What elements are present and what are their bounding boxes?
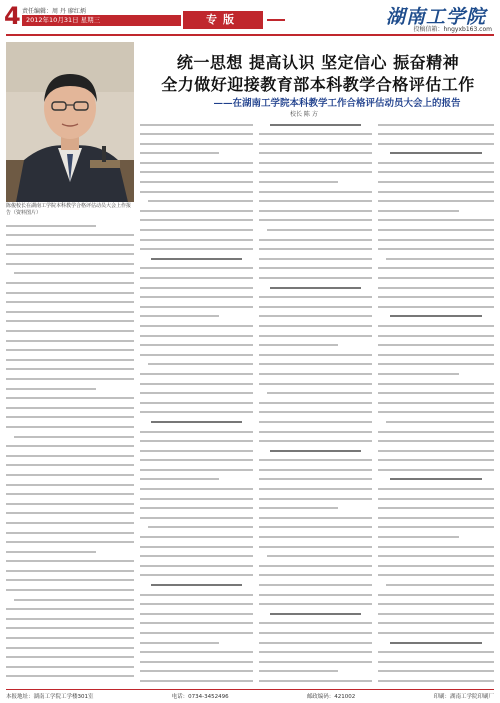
- text-line: [378, 469, 494, 476]
- text-line: [378, 459, 494, 466]
- text-line: [140, 622, 253, 629]
- text-line: [140, 200, 253, 207]
- text-line: [378, 526, 494, 533]
- text-line: [259, 478, 372, 485]
- text-line: [259, 315, 372, 322]
- text-line: [140, 277, 253, 284]
- text-line: [140, 315, 253, 322]
- text-line: [378, 239, 494, 246]
- text-line: [378, 191, 494, 198]
- text-line: [259, 411, 372, 418]
- text-line: [259, 258, 372, 265]
- text-line: [140, 440, 253, 447]
- text-line: [140, 642, 253, 649]
- text-line: [378, 565, 494, 572]
- text-line: [140, 632, 253, 639]
- text-line: [378, 478, 494, 485]
- text-line: [6, 579, 134, 586]
- text-line: [378, 258, 494, 265]
- text-line: [259, 507, 372, 514]
- body-column-right: [378, 121, 494, 684]
- text-line: [6, 330, 134, 337]
- text-line: [378, 411, 494, 418]
- text-line: [140, 613, 253, 620]
- text-line: [259, 124, 372, 131]
- text-line: [378, 651, 494, 658]
- text-line: [378, 354, 494, 361]
- text-line: [6, 512, 134, 519]
- text-line: [140, 335, 253, 342]
- text-line: [259, 603, 372, 610]
- text-line: [6, 551, 134, 558]
- text-line: [378, 555, 494, 562]
- text-line: [259, 287, 372, 294]
- date-bar: 2012年10月31日 星期三: [22, 15, 181, 26]
- text-line: [6, 416, 134, 423]
- text-line: [259, 584, 372, 591]
- text-line: [6, 570, 134, 577]
- text-line: [378, 670, 494, 677]
- text-line: [6, 464, 134, 471]
- text-line: [140, 133, 253, 140]
- text-line: [6, 560, 134, 567]
- text-line: [6, 292, 134, 299]
- text-line: [259, 162, 372, 169]
- text-line: [259, 450, 372, 457]
- editors-line: 责任编辑：周 丹 廖红炳: [22, 8, 86, 15]
- text-line: [259, 546, 372, 553]
- body-column-3: [259, 121, 372, 684]
- text-line: [378, 171, 494, 178]
- contact-email: 投稿信箱：hngyxb163.com: [413, 26, 492, 33]
- text-line: [140, 143, 253, 150]
- text-line: [6, 301, 134, 308]
- text-line: [378, 325, 494, 332]
- text-line: [378, 574, 494, 581]
- text-line: [378, 383, 494, 390]
- text-line: [378, 296, 494, 303]
- text-line: [6, 608, 134, 615]
- text-line: [140, 229, 253, 236]
- text-line: [259, 459, 372, 466]
- text-line: [140, 210, 253, 217]
- text-line: [140, 239, 253, 246]
- text-line: [140, 661, 253, 668]
- text-line: [259, 642, 372, 649]
- text-line: [259, 267, 372, 274]
- text-line: [259, 392, 372, 399]
- text-line: [378, 392, 494, 399]
- text-line: [140, 546, 253, 553]
- article-byline: 校长 陈 方: [290, 111, 318, 118]
- body-column-2: [140, 121, 253, 684]
- text-line: [378, 402, 494, 409]
- text-line: [140, 574, 253, 581]
- section-tag: 专版: [183, 11, 263, 29]
- text-line: [378, 306, 494, 313]
- text-line: [259, 229, 372, 236]
- text-line: [378, 498, 494, 505]
- text-line: [259, 498, 372, 505]
- text-line: [378, 421, 494, 428]
- text-line: [259, 469, 372, 476]
- text-line: [6, 349, 134, 356]
- text-line: [378, 613, 494, 620]
- article-subtitle: ——在湖南工学院本科教学工作合格评估动员大会上的报告: [213, 98, 461, 109]
- text-line: [259, 536, 372, 543]
- body-column-left: [6, 222, 134, 684]
- text-line: [6, 474, 134, 481]
- text-line: [140, 680, 253, 684]
- text-line: [378, 603, 494, 610]
- text-line: [378, 287, 494, 294]
- text-line: [378, 536, 494, 543]
- text-line: [378, 143, 494, 150]
- text-line: [140, 594, 253, 601]
- text-line: [6, 503, 134, 510]
- text-line: [6, 445, 134, 452]
- masthead: [0, 0, 500, 40]
- text-line: [6, 493, 134, 500]
- text-line: [6, 436, 134, 443]
- text-line: [259, 574, 372, 581]
- text-line: [6, 455, 134, 462]
- text-line: [378, 680, 494, 684]
- newspaper-brand: 湖南工学院: [385, 6, 486, 28]
- text-line: [140, 171, 253, 178]
- text-line: [259, 191, 372, 198]
- text-line: [259, 181, 372, 188]
- text-line: [259, 526, 372, 533]
- text-line: [6, 666, 134, 673]
- text-line: [140, 373, 253, 380]
- text-line: [378, 584, 494, 591]
- footer-printer: 印刷：湖南工学院印刷厂: [433, 694, 494, 700]
- text-line: [140, 124, 253, 131]
- footer-address: 本报地址：湖南工学院工学楼301室: [6, 694, 94, 700]
- text-line: [6, 234, 134, 241]
- text-line: [6, 627, 134, 634]
- text-line: [6, 225, 134, 232]
- text-line: [140, 383, 253, 390]
- text-line: [259, 239, 372, 246]
- text-line: [259, 306, 372, 313]
- text-line: [259, 248, 372, 255]
- text-line: [6, 263, 134, 270]
- text-line: [140, 306, 253, 313]
- text-line: [6, 253, 134, 260]
- text-line: [6, 532, 134, 539]
- text-line: [140, 248, 253, 255]
- text-line: [259, 440, 372, 447]
- text-line: [140, 296, 253, 303]
- text-line: [378, 363, 494, 370]
- text-line: [259, 152, 372, 159]
- text-line: [259, 622, 372, 629]
- text-line: [259, 594, 372, 601]
- text-line: [259, 565, 372, 572]
- text-line: [259, 613, 372, 620]
- text-line: [6, 272, 134, 279]
- text-line: [259, 210, 372, 217]
- text-line: [140, 450, 253, 457]
- text-line: [140, 507, 253, 514]
- text-line: [259, 335, 372, 342]
- text-line: [6, 397, 134, 404]
- text-line: [140, 651, 253, 658]
- text-line: [140, 191, 253, 198]
- text-line: [378, 200, 494, 207]
- text-line: [140, 344, 253, 351]
- text-line: [378, 594, 494, 601]
- text-line: [6, 368, 134, 375]
- text-line: [6, 656, 134, 663]
- text-line: [378, 124, 494, 131]
- text-line: [6, 359, 134, 366]
- text-line: [140, 325, 253, 332]
- text-line: [140, 536, 253, 543]
- text-line: [140, 431, 253, 438]
- text-line: [378, 507, 494, 514]
- text-line: [6, 340, 134, 347]
- text-line: [259, 431, 372, 438]
- text-line: [140, 162, 253, 169]
- text-line: [259, 680, 372, 684]
- text-line: [6, 407, 134, 414]
- text-line: [140, 354, 253, 361]
- text-line: [259, 325, 372, 332]
- text-line: [259, 200, 372, 207]
- text-line: [378, 181, 494, 188]
- text-line: [378, 373, 494, 380]
- text-line: [378, 440, 494, 447]
- text-line: [259, 219, 372, 226]
- text-line: [378, 642, 494, 649]
- text-line: [259, 421, 372, 428]
- text-line: [259, 632, 372, 639]
- text-line: [140, 181, 253, 188]
- footer-postcode: 邮政编码：421002: [306, 694, 356, 700]
- text-line: [140, 584, 253, 591]
- text-line: [259, 402, 372, 409]
- text-line: [378, 488, 494, 495]
- text-line: [378, 661, 494, 668]
- text-line: [259, 661, 372, 668]
- text-line: [140, 219, 253, 226]
- text-line: [140, 469, 253, 476]
- text-line: [259, 277, 372, 284]
- text-line: [6, 675, 134, 682]
- text-line: [378, 431, 494, 438]
- text-line: [6, 320, 134, 327]
- text-line: [259, 555, 372, 562]
- text-line: [140, 152, 253, 159]
- text-line: [140, 392, 253, 399]
- text-line: [140, 555, 253, 562]
- text-line: [140, 498, 253, 505]
- text-line: [6, 522, 134, 529]
- text-line: [140, 258, 253, 265]
- masthead-rule: [6, 34, 494, 36]
- page-number: 4: [4, 2, 21, 30]
- text-line: [378, 344, 494, 351]
- text-line: [6, 599, 134, 606]
- text-line: [140, 267, 253, 274]
- text-line: [140, 488, 253, 495]
- text-line: [378, 450, 494, 457]
- headline-line-2: 全力做好迎接教育部本科教学合格评估工作: [161, 75, 475, 94]
- footer-phone: 电话：0734-3452496: [171, 694, 229, 700]
- text-line: [259, 517, 372, 524]
- text-line: [378, 622, 494, 629]
- text-line: [378, 248, 494, 255]
- text-line: [140, 670, 253, 677]
- text-line: [140, 526, 253, 533]
- text-line: [259, 296, 372, 303]
- text-line: [259, 363, 372, 370]
- text-line: [259, 651, 372, 658]
- text-line: [140, 363, 253, 370]
- text-line: [6, 647, 134, 654]
- text-line: [378, 546, 494, 553]
- text-line: [140, 565, 253, 572]
- text-line: [140, 402, 253, 409]
- text-line: [259, 488, 372, 495]
- photo-caption: 陈俊校长在湖南工学院本科教学合格评估动员大会上作报告（资料图片）: [6, 203, 132, 216]
- text-line: [6, 541, 134, 548]
- text-line: [259, 344, 372, 351]
- text-line: [6, 484, 134, 491]
- text-line: [378, 335, 494, 342]
- text-line: [140, 603, 253, 610]
- text-line: [378, 133, 494, 140]
- text-line: [259, 354, 372, 361]
- text-line: [6, 637, 134, 644]
- text-line: [259, 133, 372, 140]
- text-line: [378, 229, 494, 236]
- speaker-photo: [6, 42, 134, 202]
- text-line: [6, 244, 134, 251]
- text-line: [259, 171, 372, 178]
- text-line: [140, 459, 253, 466]
- page-footer: [6, 689, 494, 702]
- text-line: [6, 618, 134, 625]
- text-line: [6, 589, 134, 596]
- text-line: [6, 426, 134, 433]
- text-line: [140, 287, 253, 294]
- text-line: [378, 632, 494, 639]
- text-line: [6, 378, 134, 385]
- text-line: [378, 315, 494, 322]
- text-line: [378, 152, 494, 159]
- text-line: [259, 383, 372, 390]
- text-line: [259, 670, 372, 677]
- text-line: [6, 311, 134, 318]
- text-line: [140, 517, 253, 524]
- text-line: [378, 517, 494, 524]
- text-line: [140, 421, 253, 428]
- text-line: [378, 219, 494, 226]
- text-line: [378, 277, 494, 284]
- text-line: [6, 282, 134, 289]
- text-line: [378, 210, 494, 217]
- text-line: [259, 143, 372, 150]
- headline-line-1: 统一思想 提高认识 坚定信心 振奋精神: [176, 53, 460, 72]
- text-line: [6, 388, 134, 395]
- text-line: [378, 267, 494, 274]
- text-line: [259, 373, 372, 380]
- text-line: [378, 162, 494, 169]
- text-line: [140, 411, 253, 418]
- text-line: [140, 478, 253, 485]
